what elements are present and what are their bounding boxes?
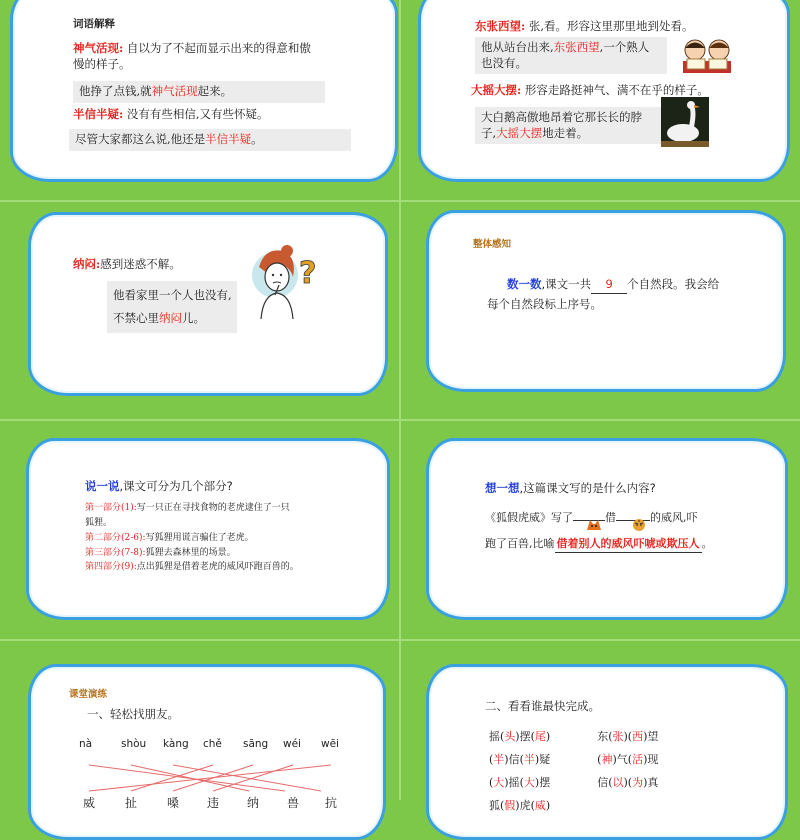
- practice-heading: 课堂演练: [69, 689, 108, 700]
- answer-blank: 9: [591, 277, 627, 294]
- fox-icon: [585, 516, 603, 532]
- slide-1-card: [10, 0, 398, 182]
- slide-4-card: [426, 210, 786, 392]
- example-sentence-4: 大白鹅高傲地昂着它那长长的脖 子,大摇大摆地走着。: [475, 107, 663, 144]
- count-paragraphs-line2: 每个自然段标上序号。: [487, 297, 602, 311]
- example-sentence-2: 尽管大家都这么说,他还是半信半疑。: [69, 129, 351, 151]
- part-2: 第二部分(2-6):写狐狸用谎言骗住了老虎。: [85, 532, 254, 543]
- content-line-1: 《狐假虎威》写了 借 的威风,吓: [485, 511, 698, 526]
- example-sentence-3: 他从站台出来,东张西望,一个熟人 也没有。: [475, 37, 667, 74]
- idiom-row-3: (大)摇(大)摆 信(以)(为)真: [489, 776, 659, 790]
- part-3: 第三部分(7-8):狐狸去森林里的场景。: [85, 547, 236, 558]
- part-4: 第四部分(9):点出狐狸是借着老虎的威风吓跑百兽的。: [85, 562, 299, 573]
- term-row-1: [73, 41, 311, 57]
- slide-6-card: [426, 438, 788, 620]
- example-sentence-1: 他挣了点钱,就神气活现起来。: [73, 81, 325, 103]
- character-item: 兽: [287, 796, 300, 810]
- pinyin-item: wéi: [283, 738, 301, 750]
- content-line-2: 跑了百兽,比喻 借着别人的威风吓唬或欺压人 。: [485, 537, 713, 553]
- pinyin-item: sāng: [243, 738, 269, 750]
- pinyin-item: kàng: [163, 738, 189, 750]
- slide1-heading: 词语解释: [73, 18, 115, 30]
- term-row-dayaodabai: 大摇大摆: 形容走路挺神气、满不在乎的样子。: [471, 83, 709, 97]
- content-question: 想一想,这篇课文写的是什么内容?: [485, 481, 656, 495]
- svg-text:?: ?: [299, 256, 317, 291]
- slide-5-card: [26, 438, 390, 620]
- meaning-answer: 借着别人的威风吓唬或欺压人: [555, 537, 702, 553]
- slide-3-card: [28, 212, 388, 396]
- pinyin-item: wēi: [321, 738, 339, 750]
- part-1: 第一部分(1):写一只正在寻找食物的老虎逮住了一只: [85, 503, 290, 513]
- character-item: 扯: [125, 796, 138, 810]
- prompt-label: 数一数: [507, 277, 542, 291]
- term-shenqihuoxian: 神气活现:: [73, 41, 124, 55]
- character-item: 纳: [247, 796, 260, 810]
- term-definition: 自以为了不起而显示出来的得意和傲: [126, 41, 311, 55]
- tiger-blank: [616, 520, 650, 521]
- character-item: 违: [207, 796, 220, 810]
- term-definition-cont: 慢的样子。: [73, 57, 131, 71]
- matching-task: 一、轻松找朋友。: [87, 707, 179, 721]
- parts-list: [85, 501, 299, 575]
- divide-question: 说一说,课文可分为几个部分?: [85, 479, 233, 493]
- slide-2-card: [418, 0, 790, 182]
- slide-7-card: [28, 664, 386, 840]
- term-row-2: 半信半疑: 没有有些相信,又有些怀疑。: [73, 107, 269, 121]
- puzzled-girl-illustration: [245, 239, 319, 323]
- pinyin-item: nà: [79, 738, 93, 750]
- pinyin-item: shòu: [121, 738, 147, 750]
- goose-photo: [661, 97, 709, 147]
- example-sentence-5: 他看家里一个人也没有, 不禁心里纳闷儿。: [107, 281, 237, 333]
- pinyin-item: chě: [203, 738, 222, 750]
- character-item: 抗: [325, 796, 338, 810]
- idiom-row-4: 狐(假)虎(威): [489, 799, 551, 813]
- tiger-icon: [630, 516, 648, 532]
- term-row-dongzhangxiwang: 东张西望: 张,看。形容这里那里地到处看。: [475, 19, 694, 33]
- fox-blank: [573, 520, 605, 521]
- count-paragraphs-prompt: 数一数,课文一共 9 个自然段。我会给: [507, 277, 719, 294]
- slide-8-card: [426, 664, 788, 840]
- section-heading: 整体感知: [473, 239, 512, 250]
- part-1-cont: 狐狸。: [85, 517, 113, 528]
- idiom-row-2: (半)信(半)疑 (神)气(活)现: [489, 753, 659, 767]
- kids-reading-image: [679, 37, 735, 75]
- idiom-row-1: 摇(头)摆(尾) 东(张)(西)望: [489, 730, 659, 743]
- matching-lines: [31, 667, 383, 837]
- idiom-grid: [489, 725, 658, 817]
- fill-task: 二、看看谁最快完成。: [485, 699, 600, 713]
- term-row-nameng: 纳闷:感到迷惑不解。: [73, 257, 181, 271]
- character-item: 威: [83, 796, 96, 810]
- term-banxinbanyi: 半信半疑:: [73, 107, 124, 121]
- character-item: 嗓: [167, 796, 180, 810]
